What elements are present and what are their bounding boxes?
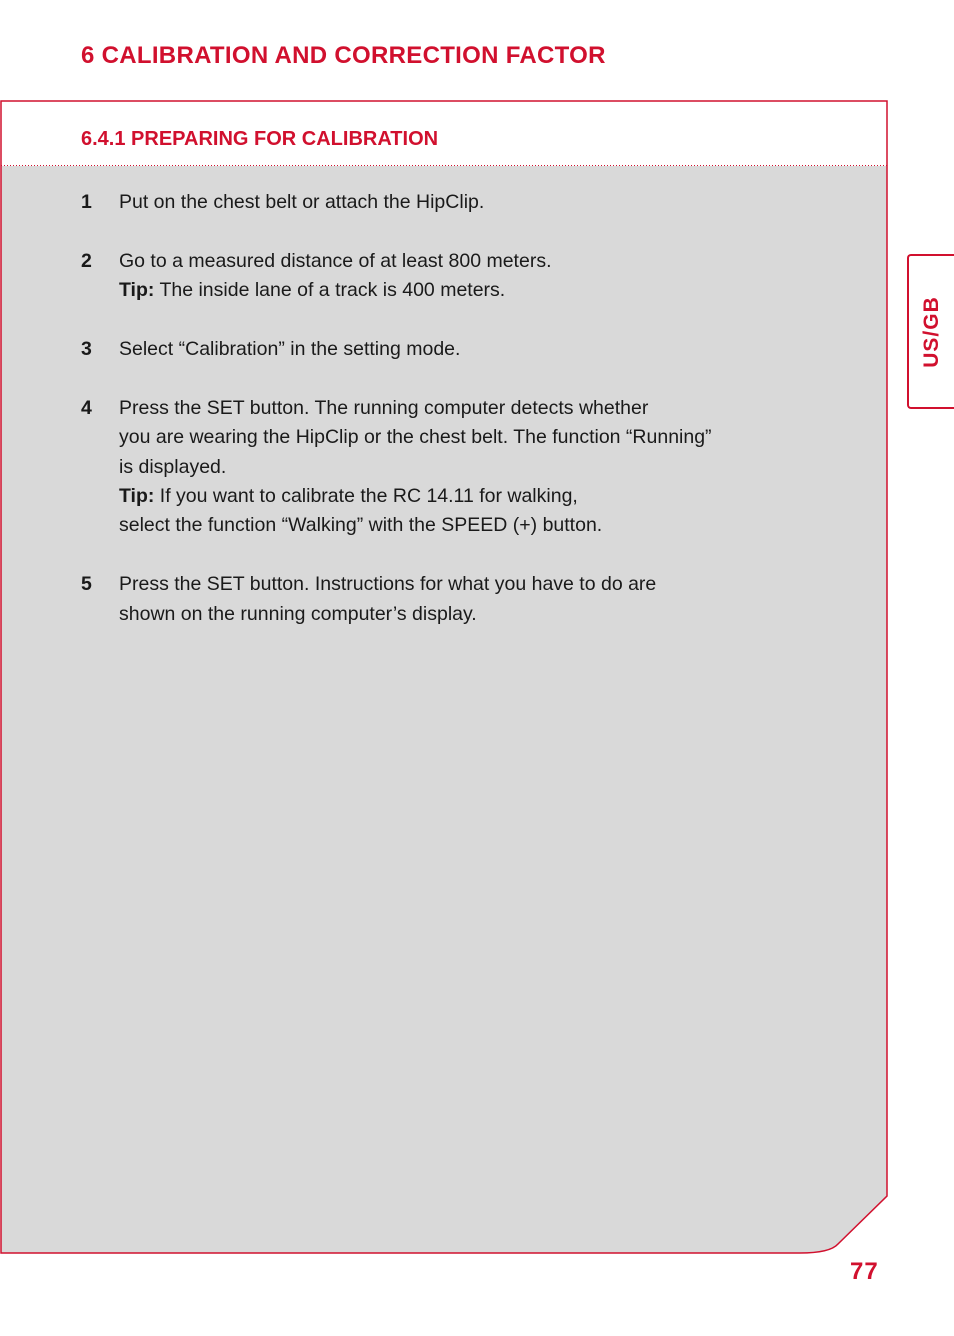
step-text: Select “Calibration” in the setting mode. bbox=[119, 338, 461, 360]
tip-label: Tip: bbox=[119, 279, 155, 302]
step-number: 4 bbox=[81, 396, 92, 419]
step-5 bbox=[81, 570, 851, 629]
chapter-title: 6 CALIBRATION AND CORRECTION FACTOR bbox=[81, 42, 606, 69]
language-tab bbox=[907, 254, 954, 409]
step-text: you are wearing the HipClip or the chest belt. The function “Running” bbox=[119, 426, 712, 449]
tip-text: If you want to calibrate the RC 14.11 for walking, bbox=[154, 485, 578, 508]
tip-text: The inside lane of a track is 400 meters. bbox=[154, 279, 506, 302]
tip-text: select the function “Walking” with the SPEED (+) button. bbox=[119, 514, 603, 537]
language-tab-label: US/GB bbox=[919, 295, 943, 368]
step-number: 2 bbox=[81, 249, 92, 272]
step-2 bbox=[81, 247, 851, 306]
step-3 bbox=[81, 335, 851, 364]
step-text: Go to a measured distance of at least 800 meters. bbox=[119, 249, 552, 272]
step-text: Put on the chest belt or attach the HipClip. bbox=[119, 191, 485, 213]
step-4 bbox=[81, 394, 851, 541]
step-tip bbox=[119, 276, 851, 305]
step-text: Press the SET button. The running computer detects whether bbox=[119, 396, 649, 419]
section-title: 6.4.1 PREPARING FOR CALIBRATION bbox=[81, 128, 439, 150]
step-text: Press the SET button. Instructions for what you have to do are bbox=[119, 573, 657, 596]
page-number: 77 bbox=[850, 1258, 879, 1285]
step-1 bbox=[81, 188, 851, 217]
step-tip bbox=[119, 482, 851, 511]
step-number: 5 bbox=[81, 573, 92, 596]
tip-label: Tip: bbox=[119, 485, 155, 508]
step-number: 3 bbox=[81, 338, 92, 360]
steps-list bbox=[81, 188, 851, 658]
step-number: 1 bbox=[81, 191, 92, 213]
step-text: shown on the running computer’s display. bbox=[119, 602, 477, 625]
step-text: is displayed. bbox=[119, 455, 227, 478]
